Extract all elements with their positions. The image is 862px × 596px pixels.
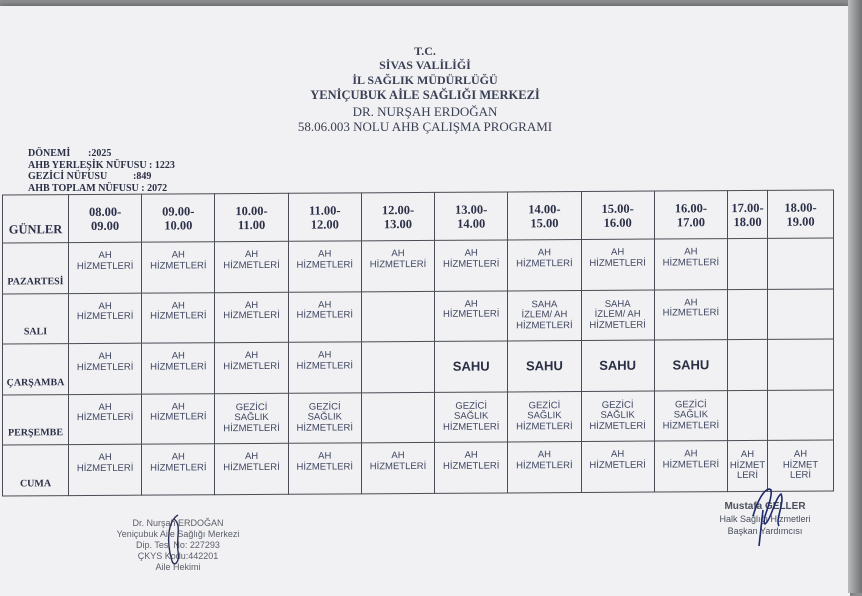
hour-header-5: 13.00- 14.00 — [435, 192, 508, 240]
schedule-cell: AH HİZMETLERİ — [581, 239, 654, 290]
table-row — [3, 339, 834, 395]
schedule-cell: GEZİCİ SAĞLIK HİZMETLERİ — [435, 392, 508, 443]
header-line-tc: T.C. — [414, 44, 436, 58]
corner-cell-gunler: GÜNLER — [3, 195, 69, 243]
hour-header-3: 11.00- 12.00 — [288, 193, 361, 241]
day-label: CUMA — [3, 445, 69, 496]
schedule-cell: AH HİZMETLERİ — [142, 444, 215, 495]
schedule-cell: AH HİZMETLERİ — [435, 291, 508, 342]
schedule-cell: SAHU — [654, 340, 727, 391]
header-line-valilik: SİVAS VALİLİĞİ — [379, 58, 471, 72]
schedule-cell: AH HİZMETLERİ — [435, 240, 508, 291]
population-info — [28, 148, 175, 194]
schedule-cell: SAHU — [508, 341, 581, 392]
schedule-cell: SAHA İZLEM/ AH HİZMETLERİ — [508, 290, 581, 341]
info-row-toplam: AHB TOPLAM NÜFUSU : 2072 — [28, 182, 168, 194]
schedule-cell: AH HİZMETLERİ — [142, 394, 215, 445]
hour-header-6: 14.00- 15.00 — [508, 192, 581, 240]
schedule-cell: AH HİZMETLERİ — [215, 444, 288, 495]
table-row — [3, 440, 834, 496]
schedule-cell — [728, 390, 768, 441]
header-line-program: 58.06.003 NOLU AHB ÇALIŞMA PROGRAMI — [297, 119, 553, 134]
schedule-cell: AH HİZMETLERİ — [508, 442, 581, 493]
schedule-cell: AH HİZMETLERİ — [654, 239, 727, 290]
hour-header-1: 09.00- 10.00 — [142, 194, 215, 242]
schedule-cell: AH HİZMET LERİ — [768, 440, 834, 491]
schedule-cell: AH HİZMET LERİ — [728, 441, 768, 492]
day-label: ÇARŞAMBA — [3, 344, 69, 395]
schedule-cell: GEZİCİ SAĞLIK HİZMETLERİ — [215, 393, 288, 444]
schedule-cell — [728, 289, 768, 340]
table-row — [3, 390, 834, 446]
schedule-cell — [361, 392, 434, 443]
hour-header-8: 16.00- 17.00 — [654, 191, 727, 239]
schedule-cell: AH HİZMETLERİ — [69, 293, 142, 344]
document-page — [0, 6, 850, 596]
signature-stamp-left: Dr. Nurşah ERDOĞAN Yeniçubuk Aile Sağlığı Merkezi Dip. Tes. No: 227293 ÇKYS Kodu:442201 Aile Hekimi — [116, 518, 240, 572]
schedule-table — [2, 189, 834, 496]
schedule-cell: AH HİZMETLERİ — [581, 441, 654, 492]
day-label: SALI — [3, 293, 69, 344]
schedule-cell — [728, 340, 768, 391]
schedule-cell: AH HİZMETLERİ — [69, 445, 142, 496]
signature-scribble-left — [160, 511, 190, 571]
day-label: PERŞEMBE — [3, 394, 69, 445]
schedule-cell — [768, 289, 834, 340]
info-row-gezici: GEZİCİ NÜFUSU :849 — [28, 171, 152, 182]
schedule-cell: GEZİCİ SAĞLIK HİZMETLERİ — [654, 390, 727, 441]
schedule-cell: AH HİZMETLERİ — [288, 443, 361, 494]
schedule-cell: AH HİZMETLERİ — [288, 342, 361, 393]
hour-header-7: 15.00- 16.00 — [581, 191, 654, 239]
schedule-cell: GEZİCİ SAĞLIK HİZMETLERİ — [508, 391, 581, 442]
signature-scribble-right — [745, 480, 795, 550]
schedule-cell: AH HİZMETLERİ — [435, 442, 508, 493]
schedule-cell — [768, 390, 834, 441]
schedule-cell: AH HİZMETLERİ — [142, 242, 215, 293]
schedule-cell: AH HİZMETLERİ — [654, 441, 727, 492]
table-row — [3, 238, 834, 294]
schedule-cell: AH HİZMETLERİ — [288, 291, 361, 342]
schedule-cell: AH HİZMETLERİ — [508, 240, 581, 291]
schedule-cell: AH HİZMETLERİ — [361, 240, 434, 291]
schedule-cell: AH HİZMETLERİ — [654, 289, 727, 340]
hour-header-2: 10.00- 11.00 — [215, 193, 288, 241]
schedule-cell: AH HİZMETLERİ — [215, 241, 288, 292]
table-row — [3, 289, 834, 345]
schedule-cell: GEZİCİ SAĞLIK HİZMETLERİ — [288, 393, 361, 444]
signature-stamp-right: Mustafa GELLER Halk Sağlığı Hizmetleri Başkan Yardımcısı — [719, 501, 811, 536]
schedule-cell: AH HİZMETLERİ — [361, 443, 434, 494]
hour-header-4: 12.00- 13.00 — [361, 192, 434, 240]
schedule-cell — [768, 238, 834, 289]
schedule-cell — [768, 339, 834, 390]
schedule-cell: SAHU — [435, 341, 508, 392]
schedule-cell: AH HİZMETLERİ — [288, 241, 361, 292]
hour-header-0: 08.00- 09.00 — [69, 194, 142, 242]
header-line-doctor: DR. NURŞAH ERDOĞAN — [352, 104, 498, 119]
schedule-header-row — [3, 190, 834, 243]
hour-header-9: 17.00- 18.00 — [728, 190, 768, 238]
schedule-cell: AH HİZMETLERİ — [215, 292, 288, 343]
header-line-merkez: YENİÇUBUK AİLE SAĞLIĞI MERKEZİ — [310, 88, 540, 102]
schedule-cell: SAHA İZLEM/ AH HİZMETLERİ — [581, 290, 654, 341]
schedule-cell: AH HİZMETLERİ — [142, 292, 215, 343]
schedule-cell — [361, 342, 434, 393]
schedule-cell: AH HİZMETLERİ — [215, 342, 288, 393]
schedule-cell — [361, 291, 434, 342]
info-row-yerlesik: AHB YERLEŞİK NÜFUSU : 1223 — [28, 159, 175, 171]
schedule-cell: AH HİZMETLERİ — [69, 242, 142, 293]
header-line-mudurluk: İL SAĞLIK MÜDÜRLÜĞÜ — [352, 73, 498, 87]
page-edge-shadow — [848, 0, 862, 593]
schedule-cell: AH HİZMETLERİ — [69, 394, 142, 445]
schedule-cell: GEZİCİ SAĞLIK HİZMETLERİ — [581, 391, 654, 442]
schedule-cell: AH HİZMETLERİ — [69, 343, 142, 394]
day-label: PAZARTESİ — [3, 243, 69, 294]
hour-header-10: 18.00- 19.00 — [768, 190, 834, 238]
schedule-cell — [728, 238, 768, 289]
schedule-cell: AH HİZMETLERİ — [142, 343, 215, 394]
schedule-cell: SAHU — [581, 340, 654, 391]
info-row-donem: DÖNEMİ :2025 — [28, 148, 112, 159]
